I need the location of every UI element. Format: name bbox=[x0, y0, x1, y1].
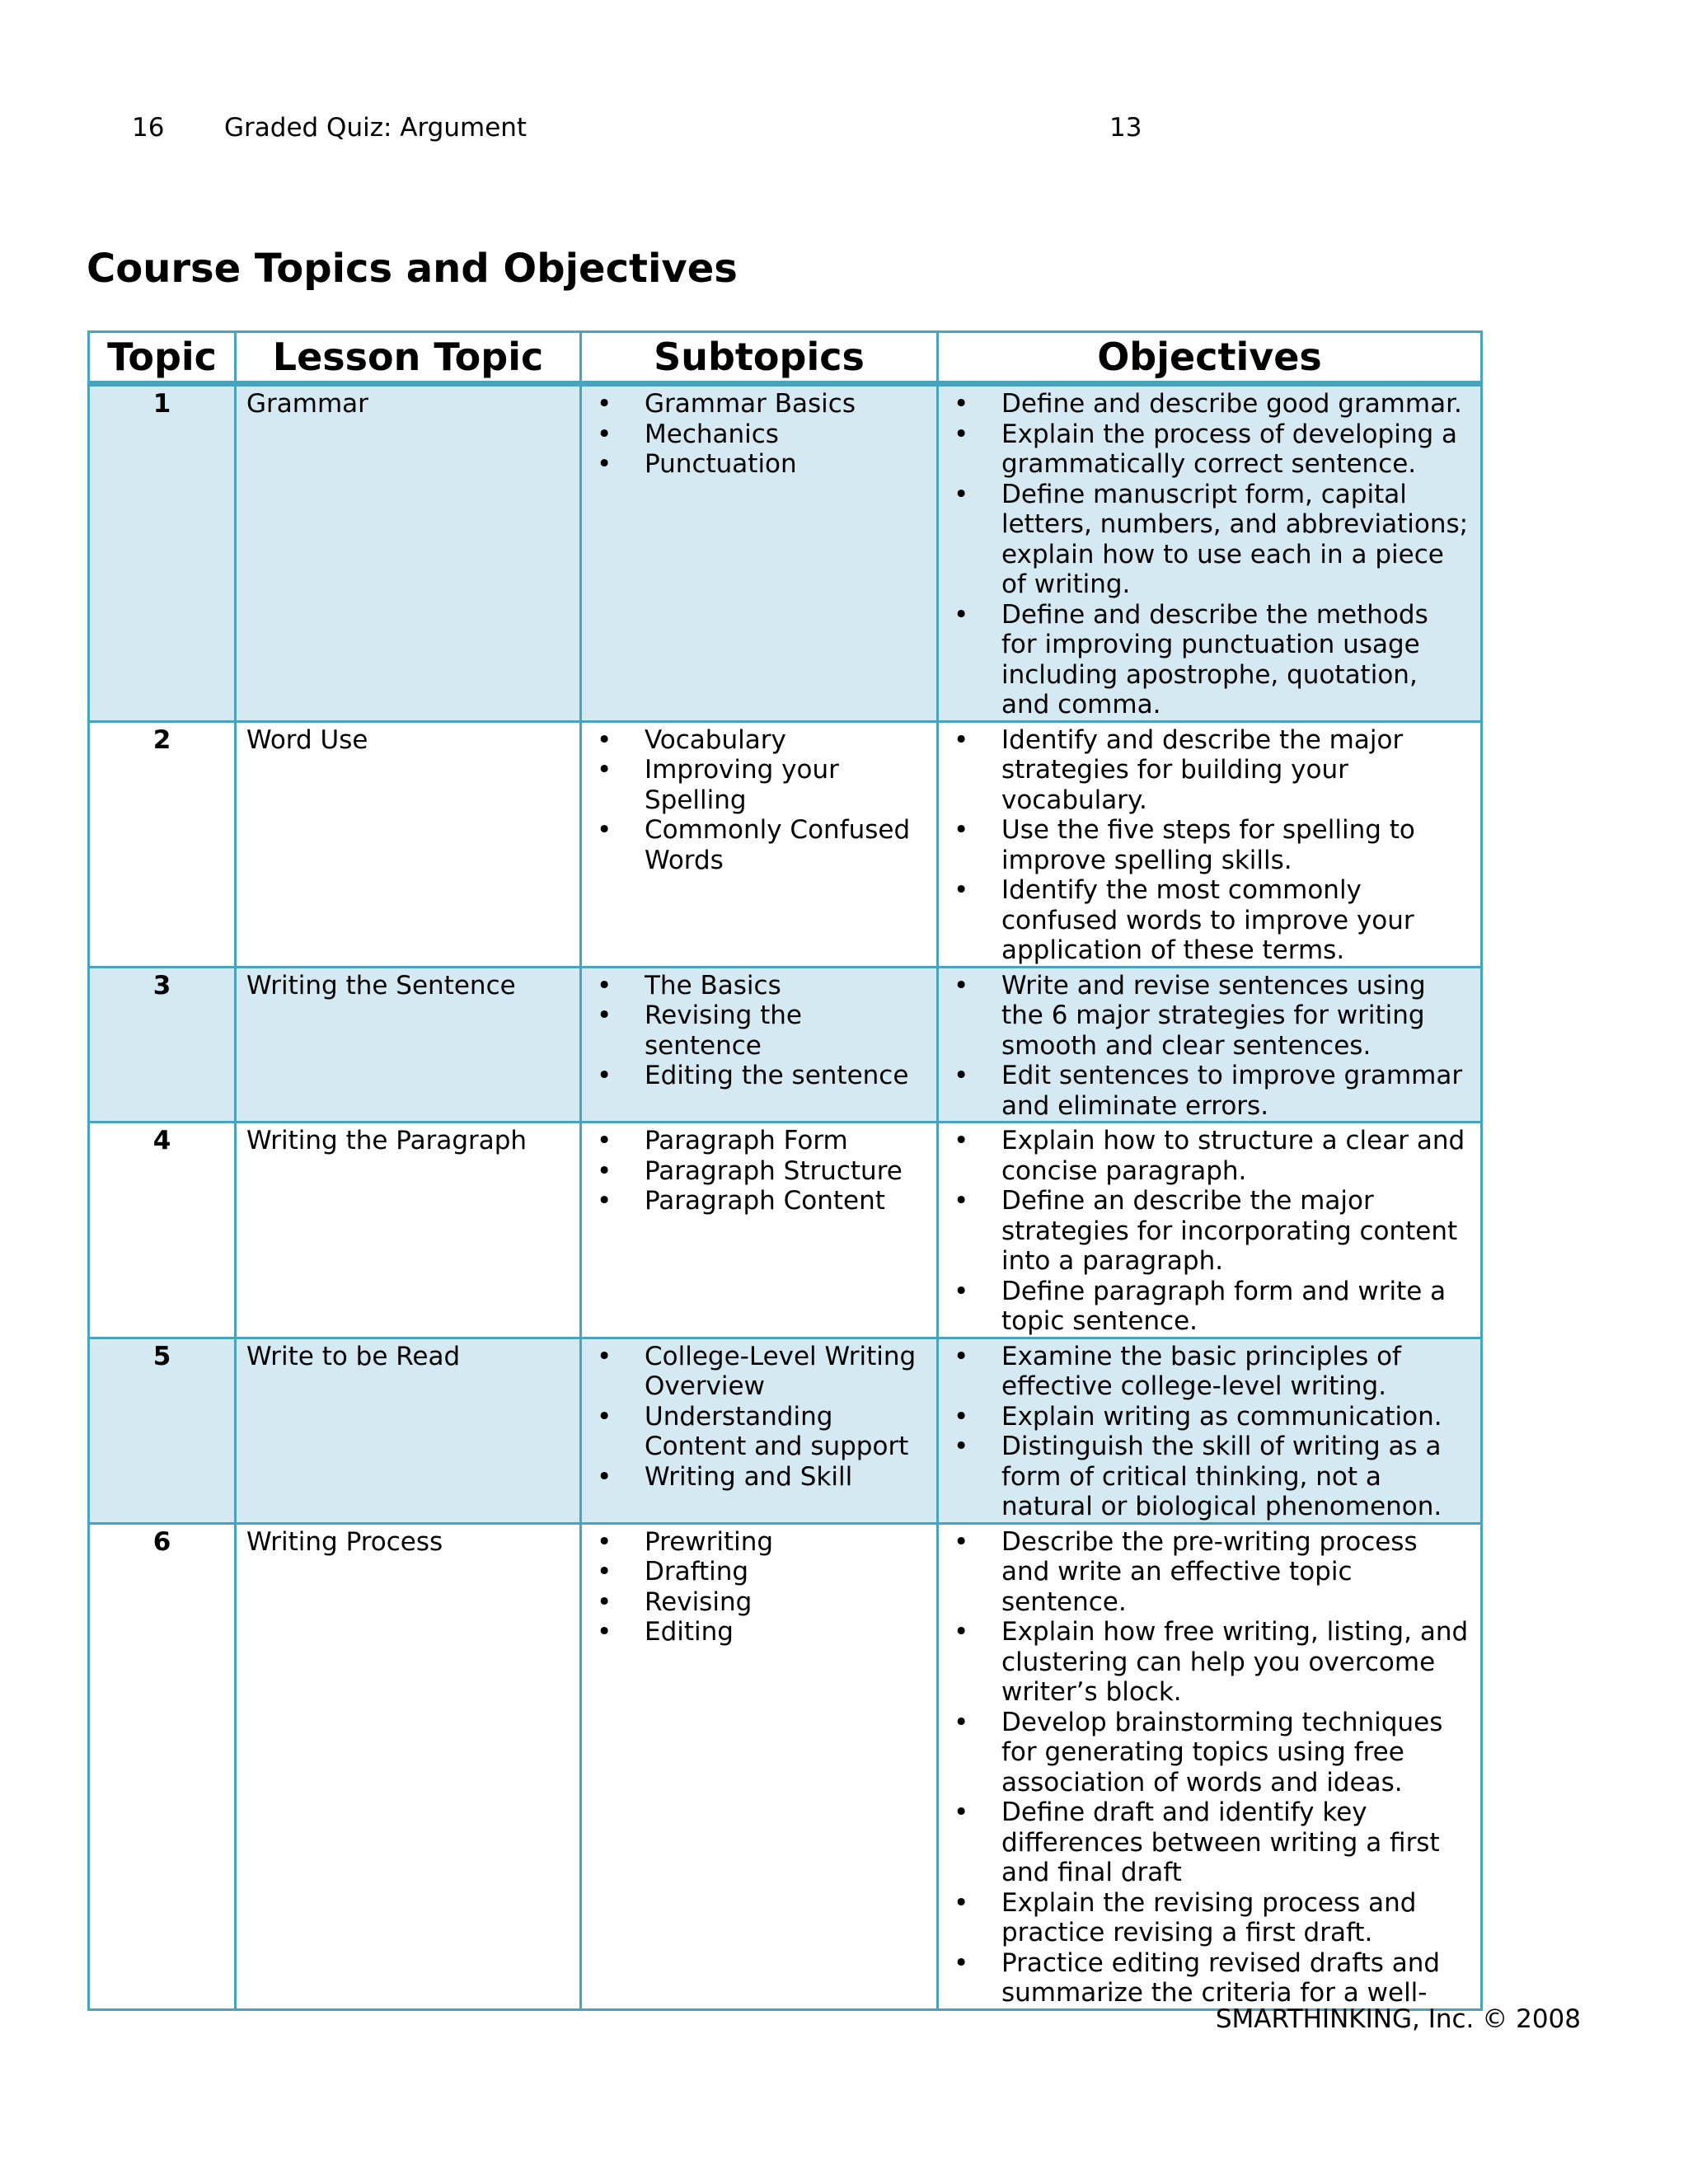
table-row bbox=[89, 1523, 1482, 2009]
header-objectives: Objectives bbox=[938, 332, 1482, 384]
subtopic-item: • Mechanics bbox=[592, 419, 926, 450]
subtopics-cell bbox=[581, 1338, 938, 1523]
previous-table-row-tail bbox=[0, 111, 1688, 144]
table-row bbox=[89, 384, 1482, 722]
subtopic-item: • Revising the sentence bbox=[592, 1001, 926, 1061]
objective-item: • Define paragraph form and write a topic sentence. bbox=[949, 1277, 1470, 1337]
lesson-topic: Word Use bbox=[236, 721, 581, 967]
objective-item: • Define and describe good grammar. bbox=[949, 389, 1470, 419]
subtopic-item: • Paragraph Content bbox=[592, 1186, 926, 1216]
row-number: 16 bbox=[132, 113, 165, 143]
objective-item: • Use the five steps for spelling to improve spelling skills. bbox=[949, 815, 1470, 875]
objectives-cell bbox=[938, 384, 1482, 722]
lesson-topic: Write to be Read bbox=[236, 1338, 581, 1523]
copyright-footer: SMARTHINKING, Inc. © 2008 bbox=[1215, 2004, 1581, 2034]
topics-table bbox=[87, 330, 1483, 2011]
subtopic-item: • The Basics bbox=[592, 971, 926, 1001]
topic-number: 6 bbox=[89, 1523, 236, 2009]
table-row bbox=[89, 967, 1482, 1122]
subtopic-item: • Paragraph Form bbox=[592, 1126, 926, 1156]
objective-item: • Define and describe the methods for improving punctuation usage including apostrophe, quotation, and comma. bbox=[949, 600, 1470, 720]
subtopic-item: • College-Level Writing Overview bbox=[592, 1342, 926, 1402]
objective-item: • Explain writing as communication. bbox=[949, 1402, 1470, 1432]
objective-item: • Define an describe the major strategies for incorporating content into a paragraph. bbox=[949, 1186, 1470, 1277]
objective-item: • Explain the process of developing a grammatically correct sentence. bbox=[949, 419, 1470, 480]
objective-item: • Identify the most commonly confused words to improve your application of these terms. bbox=[949, 875, 1470, 966]
objective-item: • Explain the revising process and practice revising a first draft. bbox=[949, 1888, 1470, 1948]
objectives-cell bbox=[938, 967, 1482, 1122]
topic-number: 3 bbox=[89, 967, 236, 1122]
table-row bbox=[89, 1338, 1482, 1523]
objectives-cell bbox=[938, 1122, 1482, 1338]
subtopics-cell bbox=[581, 384, 938, 722]
row-page: 13 bbox=[1109, 113, 1142, 143]
subtopic-item: • Editing the sentence bbox=[592, 1061, 926, 1091]
objectives-cell bbox=[938, 721, 1482, 967]
row-title: Graded Quiz: Argument bbox=[224, 113, 528, 143]
topic-number: 2 bbox=[89, 721, 236, 967]
table-row bbox=[89, 721, 1482, 967]
objective-item: • Identify and describe the major strategies for building your vocabulary. bbox=[949, 725, 1470, 816]
topic-number: 5 bbox=[89, 1338, 236, 1523]
lesson-topic: Writing the Sentence bbox=[236, 967, 581, 1122]
subtopic-item: • Grammar Basics bbox=[592, 389, 926, 419]
subtopics-cell bbox=[581, 721, 938, 967]
objective-item: • Explain how free writing, listing, and clustering can help you overcome writer’s block. bbox=[949, 1617, 1470, 1708]
header-lesson-topic: Lesson Topic bbox=[236, 332, 581, 384]
subtopic-item: • Prewriting bbox=[592, 1527, 926, 1558]
topic-number: 1 bbox=[89, 384, 236, 722]
objective-item: • Write and revise sentences using the 6 major strategies for writing smooth and clear sentences. bbox=[949, 971, 1470, 1062]
objective-item: • Define manuscript form, capital letters, numbers, and abbreviations; explain how to use each in a piece of writing. bbox=[949, 480, 1470, 600]
subtopic-item: • Revising bbox=[592, 1587, 926, 1618]
objective-item: • Practice editing revised drafts and summarize the criteria for a well- bbox=[949, 1948, 1470, 2008]
lesson-topic: Writing Process bbox=[236, 1523, 581, 2009]
objectives-cell bbox=[938, 1338, 1482, 1523]
header-subtopics: Subtopics bbox=[581, 332, 938, 384]
subtopic-item: • Drafting bbox=[592, 1557, 926, 1587]
table-header-row bbox=[89, 332, 1482, 384]
objective-item: • Describe the pre-writing process and write an effective topic sentence. bbox=[949, 1527, 1470, 1618]
objective-item: • Explain how to structure a clear and concise paragraph. bbox=[949, 1126, 1470, 1186]
subtopics-cell bbox=[581, 1122, 938, 1338]
objective-item: • Distinguish the skill of writing as a form of critical thinking, not a natural or biological phenomenon. bbox=[949, 1432, 1470, 1522]
objective-item: • Edit sentences to improve grammar and eliminate errors. bbox=[949, 1061, 1470, 1121]
objective-item: • Develop brainstorming techniques for generating topics using free association of words and ideas. bbox=[949, 1708, 1470, 1798]
subtopics-cell bbox=[581, 1523, 938, 2009]
subtopics-cell bbox=[581, 967, 938, 1122]
subtopic-item: • Vocabulary bbox=[592, 725, 926, 756]
table-row bbox=[89, 1122, 1482, 1338]
topic-number: 4 bbox=[89, 1122, 236, 1338]
subtopic-item: • Editing bbox=[592, 1617, 926, 1647]
lesson-topic: Grammar bbox=[236, 384, 581, 722]
subtopic-item: • Paragraph Structure bbox=[592, 1156, 926, 1187]
subtopic-item: • Commonly Confused Words bbox=[592, 815, 926, 875]
objective-item: • Define draft and identify key differences between writing a first and final draft bbox=[949, 1797, 1470, 1888]
subtopic-item: • Improving your Spelling bbox=[592, 755, 926, 815]
objective-item: • Examine the basic principles of effective college-level writing. bbox=[949, 1342, 1470, 1402]
page-title: Course Topics and Objectives bbox=[87, 246, 738, 292]
subtopic-item: • Writing and Skill bbox=[592, 1462, 926, 1493]
lesson-topic: Writing the Paragraph bbox=[236, 1122, 581, 1338]
header-topic: Topic bbox=[89, 332, 236, 384]
subtopic-item: • Punctuation bbox=[592, 449, 926, 480]
objectives-cell bbox=[938, 1523, 1482, 2009]
subtopic-item: • Understanding Content and support bbox=[592, 1402, 926, 1462]
